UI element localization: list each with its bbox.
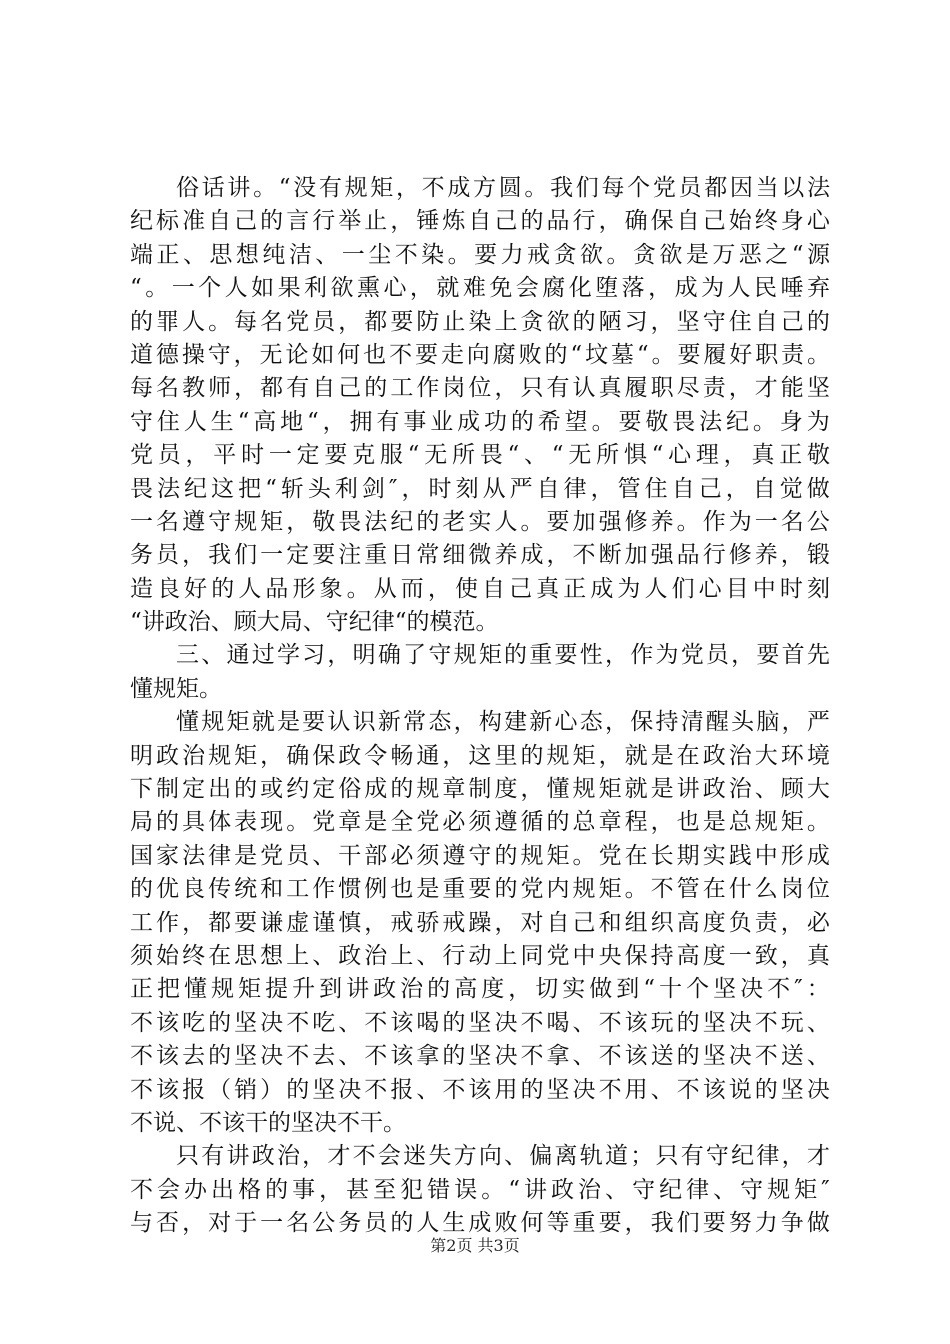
page-number-footer: 第2页 共3页 bbox=[430, 1236, 520, 1255]
text-line: 正 把 懂 规 矩 提 升 到 讲 政 治 的 高 度 ， 切 实 做 到 “ 十 个 坚 决 不 ″ ： bbox=[130, 976, 830, 1003]
text-line: 务 员 ， 我 们 一 定 要 注 重 日 常 细 微 养 成 ， 不 断 加 强 品 行 修 养 ， 锻 bbox=[130, 542, 830, 569]
text-line: 不 该 去 的 坚 决 不 去 、 不 该 拿 的 坚 决 不 拿 、 不 该 送 的 坚 决 不 送 、 bbox=[130, 1043, 830, 1070]
text-line: 道 德 操 守 ， 无 论 如 何 也 不 要 走 向 腐 败 的 “ 坟 墓 “ 。 要 履 好 职 责 。 bbox=[130, 341, 830, 368]
text-line: 只 有 讲 政 治 ， 才 不 会 迷 失 方 向 、 偏 离 轨 道 ； 只 有 守 纪 律 ， 才 bbox=[176, 1143, 830, 1170]
text-line: 与 否 ， 对 于 一 名 公 务 员 的 人 生 成 败 何 等 重 要 ， 我 们 要 努 力 争 做 bbox=[130, 1210, 830, 1237]
text-line: 局 的 具 体 表 现 。 党 章 是 全 党 必 须 遵 循 的 总 章 程 ， 也 是 总 规 矩 。 bbox=[130, 809, 830, 836]
body-text bbox=[130, 172, 830, 1241]
text-line: 的 罪 人 。 每 名 党 员 ， 都 要 防 止 染 上 贪 欲 的 陋 习 ， 坚 守 住 自 己 的 bbox=[130, 308, 830, 335]
text-line: “ 。 一 个 人 如 果 利 欲 熏 心 ， 就 难 免 会 腐 化 堕 落 ， 成 为 人 民 唾 弃 bbox=[130, 275, 830, 302]
text-line: 的 优 良 传 统 和 工 作 惯 例 也 是 重 要 的 党 内 规 矩 。 不 管 在 什 么 岗 位 bbox=[130, 876, 830, 903]
paragraph-3 bbox=[130, 706, 830, 1140]
text-line: 三 、 通 过 学 习 ， 明 确 了 守 规 矩 的 重 要 性 ， 作 为 党 员 ， 要 首 先 bbox=[176, 642, 830, 669]
text-line: 每 名 教 师 ， 都 有 自 己 的 工 作 岗 位 ， 只 有 认 真 履 职 尽 责 ， 才 能 坚 bbox=[130, 375, 830, 402]
text-line: 不 会 办 出 格 的 事 ， 甚 至 犯 错 误 。 “ 讲 政 治 、 守 纪 律 、 守 规 矩 ″ bbox=[130, 1176, 830, 1203]
text-line: 下 制 定 出 的 或 约 定 俗 成 的 规 章 制 度 ， 懂 规 矩 就 是 讲 政 治 、 顾 大 bbox=[130, 776, 830, 803]
text-line: 懂规矩。 bbox=[130, 675, 222, 702]
paragraph-4 bbox=[130, 1140, 830, 1240]
text-line: “讲政治、顾大局、守纪律“的模范。 bbox=[130, 609, 499, 636]
text-line: 畏 法 纪 这 把 “ 斩 头 利 剑 ″ ， 时 刻 从 严 自 律 ， 管 住 自 己 ， 自 觉 做 bbox=[130, 475, 830, 502]
text-line: 不 该 报 （ 销 ） 的 坚 决 不 报 、 不 该 用 的 坚 决 不 用 、 不 该 说 的 坚 决 bbox=[130, 1076, 830, 1103]
text-line: 不 该 吃 的 坚 决 不 吃 、 不 该 喝 的 坚 决 不 喝 、 不 该 玩 的 坚 决 不 玩 、 bbox=[130, 1009, 830, 1036]
text-line: 纪 标 准 自 己 的 言 行 举 止 ， 锤 炼 自 己 的 品 行 ， 确 保 自 己 始 终 身 心 bbox=[130, 208, 830, 235]
text-line: 一 名 遵 守 规 矩 ， 敬 畏 法 纪 的 老 实 人 。 要 加 强 修 养 。 作 为 一 名 公 bbox=[130, 508, 830, 535]
paragraph-1 bbox=[130, 172, 830, 639]
text-line: 不说、不该干的坚决不干。 bbox=[130, 1109, 406, 1136]
text-line: 工 作 ， 都 要 谦 虚 谨 慎 ， 戒 骄 戒 躁 ， 对 自 己 和 组 织 高 度 负 责 ， 必 bbox=[130, 909, 830, 936]
text-line: 守 住 人 生 “ 高 地 “ ， 拥 有 事 业 成 功 的 希 望 。 要 敬 畏 法 纪 。 身 为 bbox=[130, 408, 830, 435]
text-line: 须 始 终 在 思 想 上 、 政 治 上 、 行 动 上 同 党 中 央 保 持 高 度 一 致 ， 真 bbox=[130, 942, 830, 969]
text-line: 造 良 好 的 人 品 形 象 。 从 而 ， 使 自 己 真 正 成 为 人 们 心 目 中 时 刻 bbox=[130, 575, 830, 602]
paragraph-2 bbox=[130, 639, 830, 706]
text-line: 国 家 法 律 是 党 员 、 干 部 必 须 遵 守 的 规 矩 。 党 在 长 期 实 践 中 形 成 bbox=[130, 842, 830, 869]
text-line: 明 政 治 规 矩 ， 确 保 政 令 畅 通 ， 这 里 的 规 矩 ， 就 是 在 政 治 大 环 境 bbox=[130, 742, 830, 769]
text-line: 端 正 、 思 想 纯 洁 、 一 尘 不 染 。 要 力 戒 贪 欲 。 贪 欲 是 万 恶 之 “ 源 bbox=[130, 241, 830, 268]
text-line: 俗 话 讲 。 “ 没 有 规 矩 ， 不 成 方 圆 。 我 们 每 个 党 员 都 因 当 以 法 bbox=[176, 175, 830, 201]
text-line: 懂 规 矩 就 是 要 认 识 新 常 态 ， 构 建 新 心 态 ， 保 持 清 醒 头 脑 ， 严 bbox=[176, 709, 830, 736]
text-line: 党 员 ， 平 时 一 定 要 克 服 “ 无 所 畏 “ 、 “ 无 所 惧 “ 心 理 ， 真 正 敬 bbox=[130, 442, 830, 469]
